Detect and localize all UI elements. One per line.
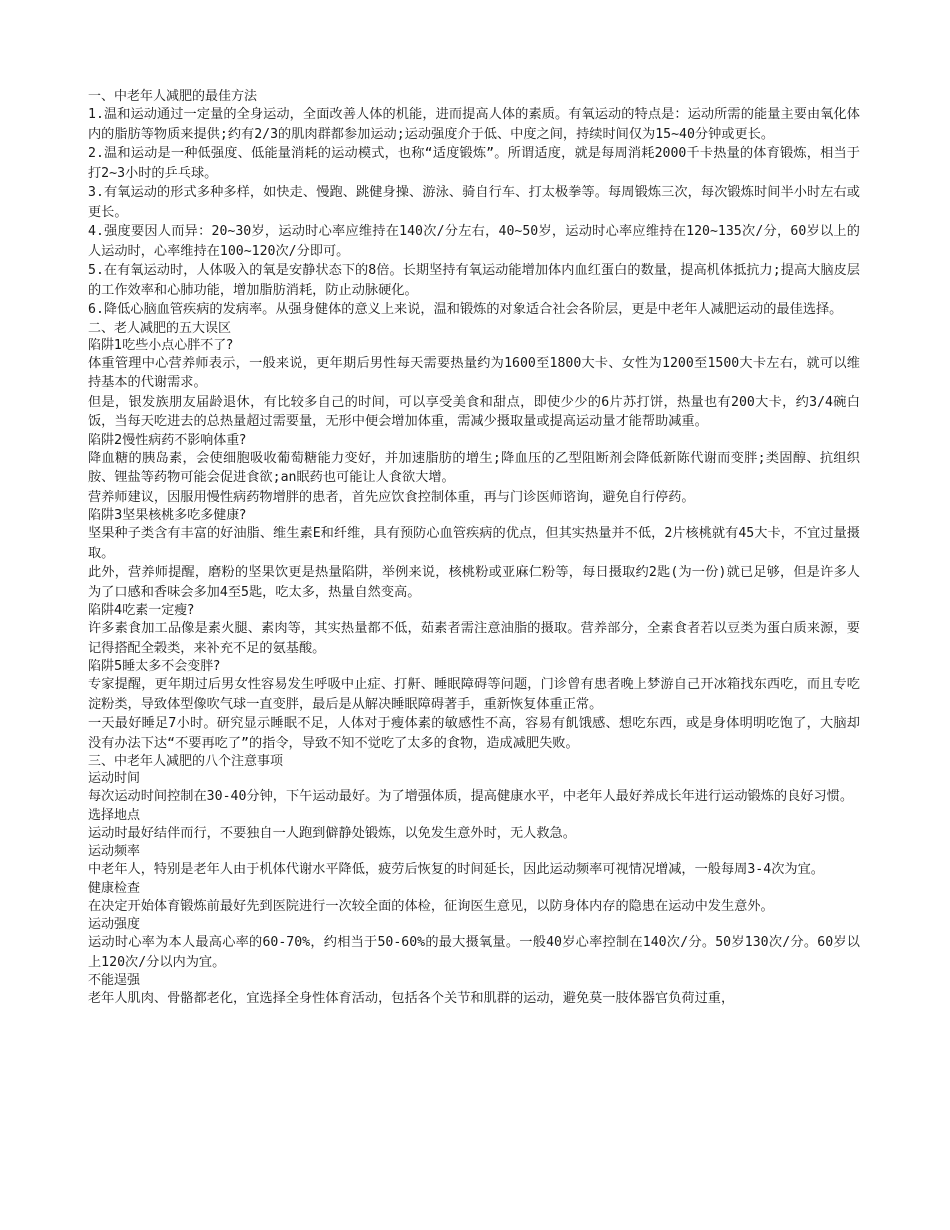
paragraph: 2.温和运动是一种低强度、低能量消耗的运动模式，也称“适度锻炼”。所谓适度，就是每周消耗2000千卡热量的体育锻炼，相当于打2~3小时的乒乓球。 xyxy=(88,146,860,181)
section-heading: 陷阱2慢性病药不影响体重? xyxy=(88,432,247,448)
section-heading: 陷阱4吃素一定瘦? xyxy=(88,603,195,618)
paragraph: 此外，营养师提醒，磨粉的坚果饮更是热量陷阱，举例来说，核桃粉或亚麻仁粉等，每日摄取约2匙(为一份)就已足够，但是许多人为了口感和香味会多加4至5匙，吃太多，热量自然变高。 xyxy=(88,565,860,600)
paragraph: 中老年人，特别是老年人由于机体代谢水平降低，疲劳后恢复的时间延长，因此运动频率可视情况增减，一般每周3-4次为宜。 xyxy=(88,862,824,877)
paragraph: 专家提醒，更年期过后男女性容易发生呼吸中止症、打鼾、睡眠障碍等问题，门诊曾有患者晚上梦游自己开冰箱找东西吃，而且专吃淀粉类，导致体型像吹气球一直变胖，最后是从解决睡眠障碍著手，重新恢复体重正常。 xyxy=(88,677,860,712)
paragraph: 一天最好睡足7小时。研究显示睡眠不足，人体对于瘦体素的敏感性不高，容易有飢饿感、想吃东西，或是身体明明吃饱了，大脑却没有办法下达“不要再吃了”的指令，导致不知不觉吃了太多的食物，造成减肥失败。 xyxy=(88,716,860,751)
paragraph: 运动时心率为本人最高心率的60-70%，约相当于50-60%的最大摄氧量。一般40岁心率控制在140次/分。50岁130次/分。60岁以上120次/分以内为宜。 xyxy=(88,935,860,970)
paragraph: 坚果种子类含有丰富的好油脂、维生素E和纤维，具有预防心血管疾病的优点，但其实热量并不低，2片核桃就有45大卡，不宜过量摄取。 xyxy=(88,526,860,561)
paragraph: 营养师建议，因服用慢性病药物增胖的患者，首先应饮食控制体重，再与门诊医师谘询，避免自行停药。 xyxy=(88,489,695,505)
document-body xyxy=(88,88,860,1009)
section-heading: 二、老人减肥的五大误区 xyxy=(88,320,232,336)
paragraph: 运动时最好结伴而行，不要独自一人跑到僻静处锻炼，以免发生意外时，无人救急。 xyxy=(88,825,576,841)
section-heading: 一、中老年人减肥的最佳方法 xyxy=(88,89,258,104)
paragraph: 4.强度要因人而异：20~30岁，运动时心率应维持在140次/分左右，40~50岁，运动时心率应维持在120~135次/分，60岁以上的人运动时，心率维持在100~120次/分即可。 xyxy=(88,224,860,259)
section-heading: 运动频率 xyxy=(88,844,141,859)
paragraph: 5.在有氧运动时，人体吸入的氧是安静状态下的8倍。长期坚持有氧运动能增加体内血红蛋白的数量，提高机体抵抗力;提高大脑皮层的工作效率和心肺功能，增加脂肪消耗，防止动脉硬化。 xyxy=(88,263,860,298)
section-heading: 三、中老年人减肥的八个注意事项 xyxy=(88,754,284,769)
paragraph: 在决定开始体育锻炼前最好先到医院进行一次较全面的体检，征询医生意见，以防身体内存的隐患在运动中发生意外。 xyxy=(88,898,774,914)
paragraph: 降血糖的胰岛素，会使细胞吸收葡萄糖能力变好，并加速脂肪的增生;降血压的乙型阻断剂会降低新陈代谢而变胖;类固醇、抗组织胺、锂盐等药物可能会促进食欲;an眠药也可能让人食欲大增。 xyxy=(88,450,860,485)
section-heading: 健康检查 xyxy=(88,880,141,896)
paragraph: 许多素食加工品像是素火腿、素肉等，其实热量都不低，茹素者需注意油脂的摄取。营养部分，全素食者若以豆类为蛋白质来源，要记得搭配全榖类，来补充不足的氨基酸。 xyxy=(88,621,860,656)
paragraph: 体重管理中心营养师表示，一般来说，更年期后男性每天需要热量约为1600至1800大卡、女性为1200至1500大卡左右，就可以维持基本的代谢需求。 xyxy=(88,355,860,390)
section-heading: 运动时间 xyxy=(88,771,141,786)
section-heading: 不能逞强 xyxy=(88,973,141,988)
paragraph: 老年人肌肉、骨骼都老化，宜选择全身性体育活动，包括各个关节和肌群的运动，避免莫一肢体器官负荷过重， xyxy=(88,991,735,1006)
section-heading: 陷阱1吃些小点心胖不了? xyxy=(88,337,234,353)
paragraph: 6.降低心脑血管疾病的发病率。从强身健体的意义上来说，温和锻炼的对象适合社会各阶层，更是中老年人减肥运动的最佳选择。 xyxy=(88,302,843,317)
paragraph: 3.有氧运动的形式多种多样，如快走、慢跑、跳健身操、游泳、骑自行车、打太极拳等。每周锻炼三次，每次锻炼时间半小时左右或更长。 xyxy=(88,185,860,220)
section-heading: 选择地点 xyxy=(88,807,141,823)
paragraph: 但是，银发族朋友届龄退休，有比较多自己的时间，可以享受美食和甜点，即使少少的6片苏打饼，热量也有200大卡，约3/4碗白饭，当每天吃进去的总热量超过需要量，无形中便会增加体重，需减少摄取量或提高运动量才能帮助减重。 xyxy=(88,394,860,429)
section-heading: 运动强度 xyxy=(88,917,141,932)
section-heading: 陷阱3坚果核桃多吃多健康? xyxy=(88,508,247,523)
paragraph: 每次运动时间控制在30-40分钟，下午运动最好。为了增强体质，提高健康水平，中老年人最好养成长年进行运动锻炼的良好习惯。 xyxy=(88,789,854,804)
section-heading: 陷阱5睡太多不会变胖? xyxy=(88,659,221,674)
paragraph: 1.温和运动通过一定量的全身运动，全面改善人体的机能，进而提高人体的素质。有氧运动的特点是：运动所需的能量主要由氧化体内的脂肪等物质来提供;约有2/3的肌肉群都参加运动;运动强度介于低、中度之间，持续时间仅为15~40分钟或更长。 xyxy=(88,107,860,142)
